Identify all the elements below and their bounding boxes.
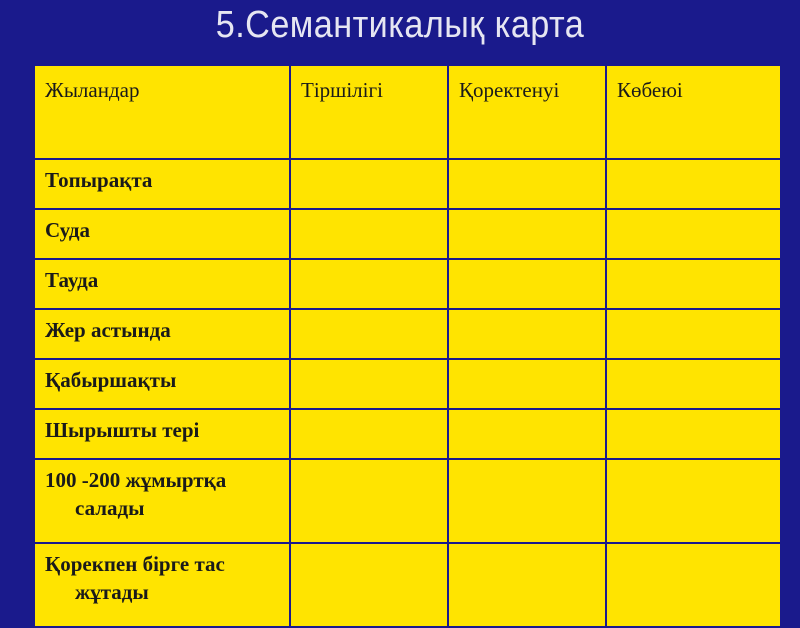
table-cell xyxy=(448,159,606,209)
row-label-line1: Қорекпен бірге тас xyxy=(45,552,225,576)
table-row xyxy=(34,309,781,359)
table-cell xyxy=(448,359,606,409)
table-cell xyxy=(448,409,606,459)
table-cell xyxy=(290,459,448,543)
row-label: Топырақта xyxy=(34,159,290,209)
table-cell xyxy=(606,543,781,627)
page-title: 5.Семантикалық карта xyxy=(215,4,585,46)
table-row xyxy=(34,459,781,543)
row-label-line2: салады xyxy=(75,496,145,520)
row-label: Қабыршақты xyxy=(34,359,290,409)
row-label xyxy=(34,543,290,627)
table-cell xyxy=(448,543,606,627)
table-cell xyxy=(448,309,606,359)
row-label xyxy=(34,459,290,543)
table-cell xyxy=(448,259,606,309)
table-row xyxy=(34,159,781,209)
table-row xyxy=(34,259,781,309)
header-cell-reproduction: Көбеюі xyxy=(606,65,781,159)
table-cell xyxy=(290,209,448,259)
table-cell xyxy=(606,309,781,359)
row-label-line1: 100 -200 жұмыртқа xyxy=(45,468,227,492)
table-cell xyxy=(290,359,448,409)
table-cell xyxy=(290,543,448,627)
table-cell xyxy=(448,459,606,543)
table-row xyxy=(34,409,781,459)
table-cell xyxy=(606,409,781,459)
table-header-row xyxy=(34,65,781,159)
row-label: Тауда xyxy=(34,259,290,309)
table-row xyxy=(34,209,781,259)
table-cell xyxy=(290,409,448,459)
row-label-line2: жұтады xyxy=(75,580,149,604)
header-cell-snakes: Жыландар xyxy=(34,65,290,159)
table-row xyxy=(34,543,781,627)
header-cell-feeding: Қоректенуі xyxy=(448,65,606,159)
table-cell xyxy=(606,159,781,209)
table-cell xyxy=(606,209,781,259)
table-cell xyxy=(448,209,606,259)
table-cell xyxy=(290,159,448,209)
table-row xyxy=(34,359,781,409)
header-cell-habitat: Тіршілігі xyxy=(290,65,448,159)
row-label: Суда xyxy=(34,209,290,259)
row-label: Жер астында xyxy=(34,309,290,359)
row-label: Шырышты тері xyxy=(34,409,290,459)
table-cell xyxy=(606,459,781,543)
table-cell xyxy=(290,259,448,309)
semantic-map-table xyxy=(33,64,782,628)
table-cell xyxy=(290,309,448,359)
table-cell xyxy=(606,259,781,309)
table-cell xyxy=(606,359,781,409)
